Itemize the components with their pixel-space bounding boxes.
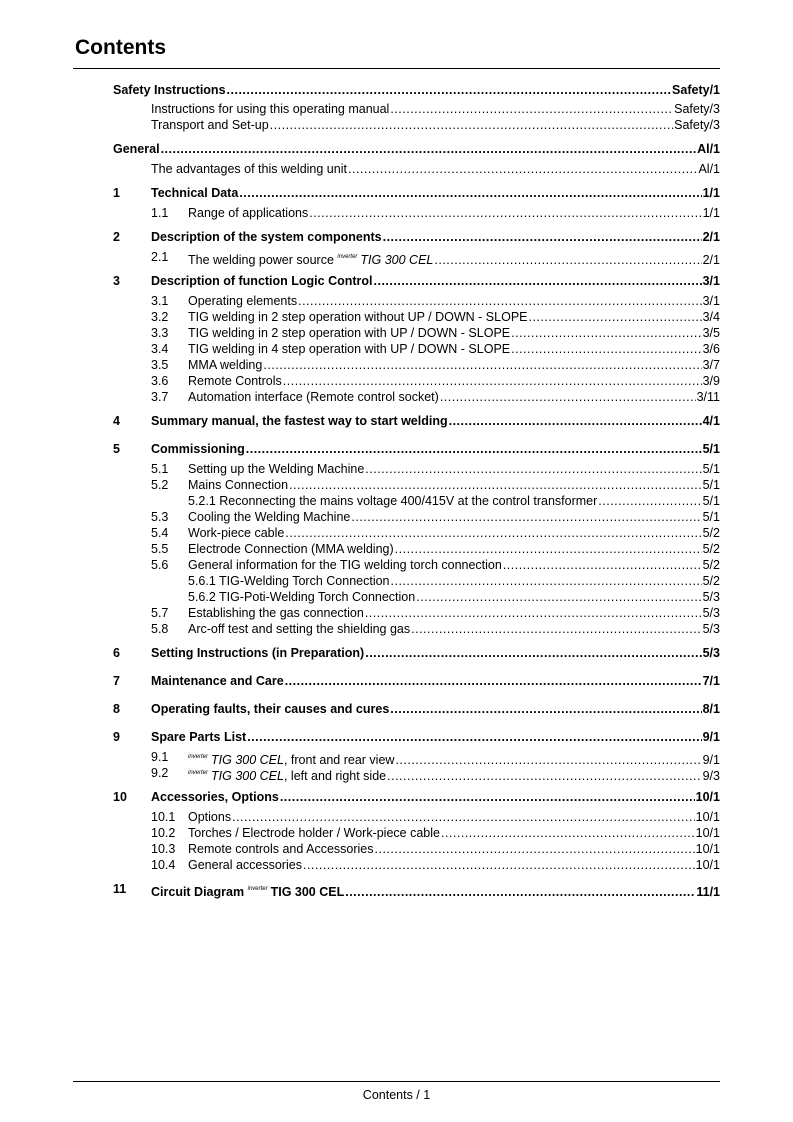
section-number: 5.8 [151, 622, 169, 636]
toc-entry-text: Options [188, 810, 232, 824]
toc-entry-text: Transport and Set-up [151, 118, 269, 132]
section-number: 8 [113, 702, 120, 716]
model-name: TIG 300 CEL [211, 753, 284, 767]
section-number: 3.3 [151, 326, 169, 340]
toc-entry-text: Maintenance and Care [151, 674, 284, 688]
toc-entry-safety-1[interactable] [151, 101, 720, 117]
dot-leader [375, 841, 695, 857]
section-number: 3.5 [151, 358, 169, 372]
toc-entry-5-7[interactable] [188, 605, 720, 621]
toc-page-number: 3/7 [702, 358, 720, 372]
toc-page-number: 10/1 [695, 826, 720, 840]
section-number: 9.1 [151, 750, 169, 764]
toc-page-number: 5/1 [702, 462, 720, 476]
toc-entry-text: Range of applications [188, 206, 309, 220]
inverter-logo: inverter [247, 886, 268, 892]
inverter-logo: inverter [337, 254, 358, 260]
model-name: TIG 300 CEL [211, 769, 284, 783]
dot-leader [247, 729, 701, 745]
toc-entry-5-2-1[interactable] [188, 493, 720, 509]
dot-leader [440, 389, 696, 405]
toc-entry-3[interactable] [151, 273, 720, 289]
toc-page-number: Safety/3 [674, 118, 720, 132]
toc-page-number: Al/1 [697, 142, 720, 156]
page-footer: Contents / 1 [362, 1088, 431, 1102]
section-number: 5 [113, 442, 120, 456]
dot-leader [411, 621, 701, 637]
toc-page-number: Al/1 [698, 162, 720, 176]
section-number: 10.2 [151, 826, 176, 840]
toc-entry-text: Establishing the gas connection [188, 606, 364, 620]
toc-entry-5-6-1[interactable] [188, 573, 720, 589]
toc-page-number: 10/1 [695, 790, 720, 804]
toc-page-number: 3/5 [702, 326, 720, 340]
inverter-logo: inverter [188, 770, 209, 776]
toc-entry-text: Technical Data [151, 186, 239, 200]
toc-entry-3-4[interactable] [188, 341, 720, 357]
toc-entry-text: MMA welding [188, 358, 263, 372]
toc-page-number: Safety/1 [672, 83, 720, 97]
toc-page-number: 3/4 [702, 310, 720, 324]
toc-entry-text: Remote Controls [188, 374, 282, 388]
toc-entry-text: Summary manual, the fastest way to start welding [151, 414, 448, 428]
toc-entry-text: Mains Connection [188, 478, 289, 492]
toc-entry-text: Instructions for using this operating manual [151, 102, 390, 116]
toc-page-number: 8/1 [702, 702, 720, 716]
toc-entry-text: TIG welding in 2 step operation without UP / DOWN - SLOPE [188, 310, 528, 324]
toc-entry-text [188, 765, 386, 784]
section-number: 7 [113, 674, 120, 688]
entry-label: , left and right side [283, 769, 387, 783]
section-number: 9 [113, 730, 120, 744]
toc-entry-5[interactable] [151, 441, 720, 457]
section-number: 5.6 [151, 558, 169, 572]
toc-page-number: 5/2 [702, 558, 720, 572]
section-number: 10.1 [151, 810, 176, 824]
section-number: 3.7 [151, 390, 169, 404]
dot-leader [374, 273, 702, 289]
section-number: 3.4 [151, 342, 169, 356]
toc-page-number: 5/3 [702, 622, 720, 636]
dot-leader [246, 441, 702, 457]
section-number: 3 [113, 274, 120, 288]
dot-leader [239, 185, 701, 201]
toc-entry-11[interactable] [151, 881, 720, 900]
dot-leader [263, 357, 701, 373]
entry-label: The welding power source [188, 253, 334, 267]
toc-entry-3-7[interactable] [188, 389, 720, 405]
toc-entry-text: Remote controls and Accessories [188, 842, 374, 856]
toc-page-number: 5/2 [702, 542, 720, 556]
section-number: 4 [113, 414, 120, 428]
dot-leader [387, 768, 701, 784]
toc-page-number: 3/11 [696, 390, 720, 404]
toc-page-number: 10/1 [695, 842, 720, 856]
dot-leader [280, 789, 695, 805]
toc-entry-text: Safety Instructions [113, 83, 226, 97]
toc-entry-text [151, 881, 344, 900]
dot-leader [232, 809, 695, 825]
section-number: 5.2 [151, 478, 169, 492]
toc-entry-text: General accessories [188, 858, 302, 872]
toc-entry-general[interactable] [113, 141, 720, 157]
section-number: 11 [113, 882, 127, 896]
section-number: 3.1 [151, 294, 169, 308]
toc-entry-10-2[interactable] [188, 825, 720, 841]
toc-entry-text: Operating elements [188, 294, 298, 308]
toc-entry-9-2[interactable] [188, 765, 720, 784]
toc-entry-8[interactable] [151, 701, 720, 717]
toc-entry-text: Arc-off test and setting the shielding gas [188, 622, 411, 636]
dot-leader [365, 461, 701, 477]
toc-entry-5-2[interactable] [188, 477, 720, 493]
toc-entry-text: Torches / Electrode holder / Work-piece cable [188, 826, 440, 840]
toc-entry-text: General information for the TIG welding torch connection [188, 558, 502, 572]
toc-entry-text: TIG welding in 4 step operation with UP / DOWN - SLOPE [188, 342, 511, 356]
dot-leader [283, 373, 702, 389]
section-number: 5.5 [151, 542, 169, 556]
toc-entry-text: 5.6.1 TIG-Welding Torch Connection [188, 574, 390, 588]
section-number: 10.4 [151, 858, 176, 872]
toc-page-number: 3/6 [702, 342, 720, 356]
dot-leader [390, 101, 673, 117]
inverter-logo: inverter [188, 754, 209, 760]
toc-entry-2-1[interactable] [188, 249, 720, 268]
toc-page-number: Safety/3 [674, 102, 720, 116]
section-number: 9.2 [151, 766, 169, 780]
toc-entry-text: Setting Instructions (in Preparation) [151, 646, 365, 660]
toc-page-number: 3/9 [702, 374, 720, 388]
toc-page-number: 9/1 [702, 730, 720, 744]
toc-page-number: 2/1 [702, 230, 720, 244]
dot-leader [285, 673, 702, 689]
section-number: 5.3 [151, 510, 169, 524]
toc-page-number: 9/1 [702, 753, 720, 767]
section-number: 10.3 [151, 842, 176, 856]
section-number: 2.1 [151, 250, 169, 264]
toc-entry-9[interactable] [151, 729, 720, 745]
toc-page-number: 1/1 [702, 206, 720, 220]
toc-entry-5-4[interactable] [188, 525, 720, 541]
dot-leader [434, 252, 701, 268]
toc-entry-text: 5.6.2 TIG-Poti-Welding Torch Connection [188, 590, 416, 604]
dot-leader [348, 161, 697, 177]
toc-entry-10-1[interactable] [188, 809, 720, 825]
toc-entry-text: Electrode Connection (MMA welding) [188, 542, 394, 556]
toc-entry-5-5[interactable] [188, 541, 720, 557]
section-number: 5.1 [151, 462, 169, 476]
toc-entry-text [188, 249, 433, 268]
toc-entry-text: TIG welding in 2 step operation with UP / DOWN - SLOPE [188, 326, 511, 340]
toc-entry-7[interactable] [151, 673, 720, 689]
toc-entry-4[interactable] [151, 413, 720, 429]
toc-entry-text: Work-piece cable [188, 526, 285, 540]
toc-entry-general-1[interactable] [151, 161, 720, 177]
toc-entry-1[interactable] [151, 185, 720, 201]
toc-entry-text: Setting up the Welding Machine [188, 462, 365, 476]
toc-page-number: 5/1 [702, 478, 720, 492]
toc-page-number: 5/1 [702, 494, 720, 508]
toc-entry-text: Accessories, Options [151, 790, 279, 804]
toc-entry-safety-2[interactable] [151, 117, 720, 133]
toc-page-number: 5/1 [702, 442, 720, 456]
dot-leader [511, 325, 701, 341]
toc-entry-text: Description of function Logic Control [151, 274, 373, 288]
toc-page-number: 3/1 [702, 274, 720, 288]
toc-entry-safety[interactable] [113, 82, 720, 98]
section-number: 6 [113, 646, 120, 660]
dot-leader [416, 589, 701, 605]
toc-page-number: 9/3 [702, 769, 720, 783]
toc-page-number: 1/1 [702, 186, 720, 200]
toc-entry-5-6-2[interactable] [188, 589, 720, 605]
toc-page-number: 10/1 [695, 858, 720, 872]
toc-page-number: 11/1 [696, 885, 720, 899]
toc-entry-5-1[interactable] [188, 461, 720, 477]
toc-entry-text: Cooling the Welding Machine [188, 510, 351, 524]
toc-entry-text: Commissioning [151, 442, 245, 456]
toc-entry-text: Spare Parts List [151, 730, 247, 744]
dot-leader [309, 205, 701, 221]
dot-leader [391, 573, 702, 589]
dot-leader [289, 477, 702, 493]
toc-entry-text: Automation interface (Remote control socket) [188, 390, 439, 404]
toc-page-number: 5/3 [702, 606, 720, 620]
toc-entry-3-1[interactable] [188, 293, 720, 309]
toc-entry-3-6[interactable] [188, 373, 720, 389]
toc-page-number: 4/1 [702, 414, 720, 428]
toc-entry-text: General [113, 142, 160, 156]
dot-leader [383, 229, 702, 245]
toc-entry-10-4[interactable] [188, 857, 720, 873]
page-title: Contents [75, 36, 166, 59]
dot-leader [285, 525, 701, 541]
toc-entry-3-5[interactable] [188, 357, 720, 373]
toc-entry-text: The advantages of this welding unit [151, 162, 347, 176]
dot-leader [449, 413, 702, 429]
entry-label: Circuit Diagram [151, 885, 245, 899]
toc-page-number: 3/1 [702, 294, 720, 308]
toc-entry-10[interactable] [151, 789, 720, 805]
toc-page-number: 10/1 [695, 810, 720, 824]
toc-entry-6[interactable] [151, 645, 720, 661]
toc-page-number: 5/2 [702, 526, 720, 540]
dot-leader [345, 884, 695, 900]
dot-leader [161, 141, 697, 157]
section-number: 5.7 [151, 606, 169, 620]
dot-leader [441, 825, 695, 841]
dot-leader [529, 309, 702, 325]
toc-page-number: 5/3 [702, 590, 720, 604]
dot-leader [270, 117, 673, 133]
toc-entry-1-1[interactable] [188, 205, 720, 221]
section-number: 1.1 [151, 206, 169, 220]
toc-entry-3-3[interactable] [188, 325, 720, 341]
dot-leader [390, 701, 701, 717]
model-name: TIG 300 CEL [360, 253, 434, 267]
toc-page-number: 7/1 [702, 674, 720, 688]
dot-leader [303, 857, 695, 873]
section-number: 3.6 [151, 374, 169, 388]
toc-entry-text: Operating faults, their causes and cures [151, 702, 390, 716]
dot-leader [365, 645, 701, 661]
dot-leader [511, 341, 701, 357]
toc-entry-text: 5.2.1 Reconnecting the mains voltage 400/415V at the control transformer [188, 494, 598, 508]
toc-entry-text: Description of the system components [151, 230, 382, 244]
section-number: 5.4 [151, 526, 169, 540]
model-name: TIG 300 CEL [270, 885, 345, 899]
dot-leader [227, 82, 672, 98]
dot-leader [395, 541, 702, 557]
toc-entry-10-3[interactable] [188, 841, 720, 857]
toc-page-number: 5/1 [702, 510, 720, 524]
section-number: 10 [113, 790, 127, 804]
section-number: 1 [113, 186, 120, 200]
toc-entry-2[interactable] [151, 229, 720, 245]
dot-leader [351, 509, 701, 525]
dot-leader [298, 293, 702, 309]
dot-leader [598, 493, 701, 509]
section-number: 2 [113, 230, 120, 244]
footer-rule [73, 1081, 720, 1082]
section-number: 3.2 [151, 310, 169, 324]
toc-page-number: 5/3 [702, 646, 720, 660]
dot-leader [503, 557, 702, 573]
toc-entry-5-8[interactable] [188, 621, 720, 637]
entry-label: , front and rear view [283, 753, 395, 767]
toc-entry-5-6[interactable] [188, 557, 720, 573]
toc-entry-3-2[interactable] [188, 309, 720, 325]
toc-page-number: 2/1 [702, 253, 720, 267]
toc-entry-5-3[interactable] [188, 509, 720, 525]
dot-leader [365, 605, 702, 621]
toc-page-number: 5/2 [702, 574, 720, 588]
